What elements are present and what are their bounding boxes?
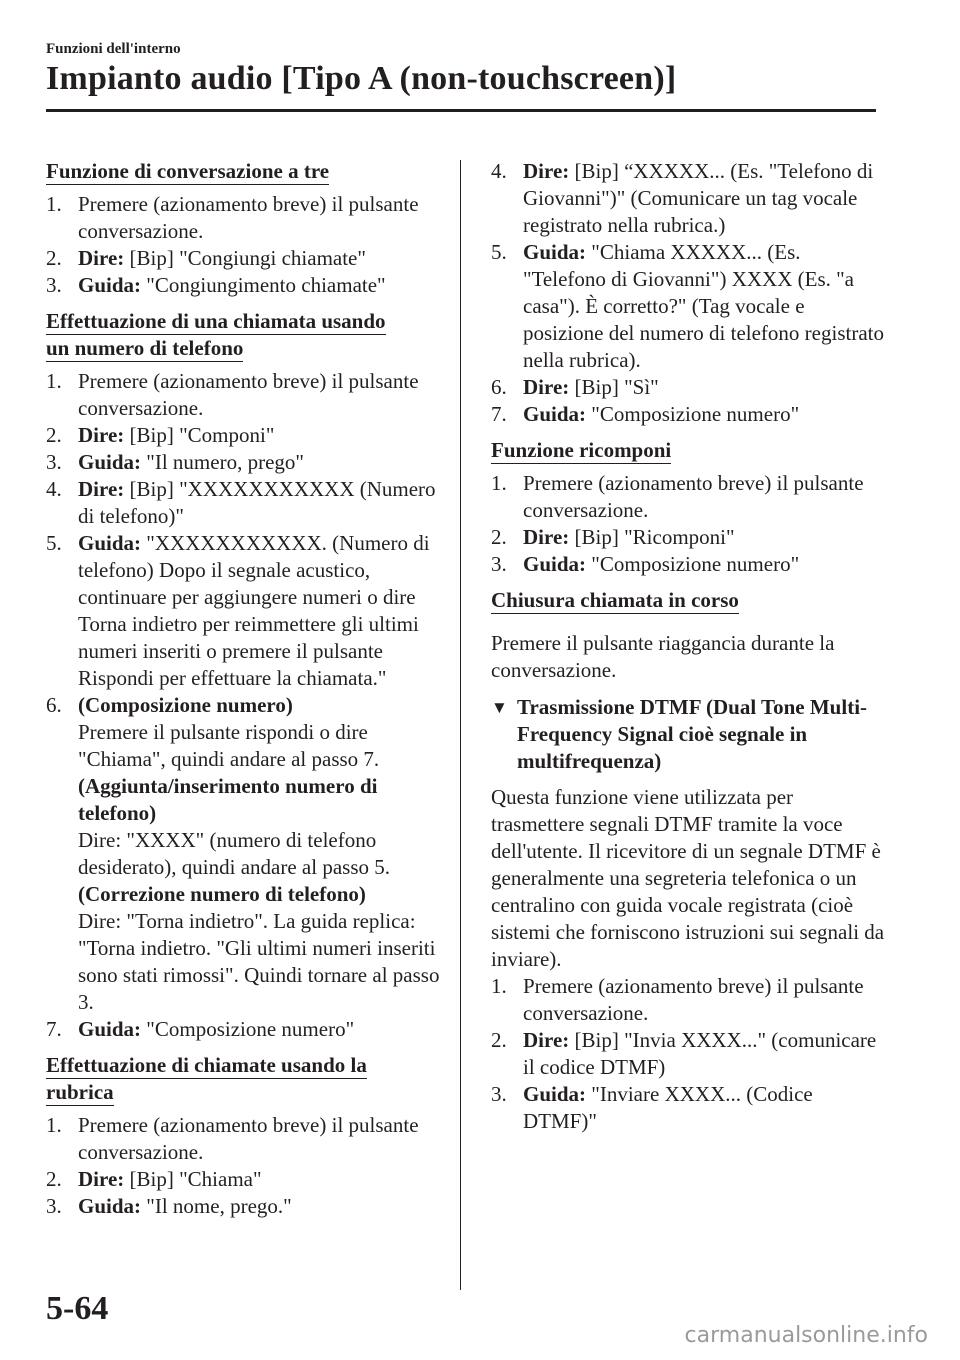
list-item: 2. Dire: [Bip] "Ricomponi" xyxy=(491,525,735,549)
heading-call-by-number-2: un numero di telefono xyxy=(46,336,244,360)
list-item: 3. Guida: "Congiungimento chiamate" xyxy=(46,273,386,297)
heading-three-way-call: Funzione di conversazione a tre xyxy=(46,159,330,183)
header-rule xyxy=(46,109,876,112)
page-title: Impianto audio [Tipo A (non-touchscreen)] xyxy=(46,60,677,97)
list-item: 3. Guida: "Il numero, prego" xyxy=(46,450,304,474)
list-item: 3. Guida: "Composizione numero" xyxy=(491,552,800,576)
heading-call-from-phonebook-2: rubrica xyxy=(46,1080,114,1104)
column-divider xyxy=(460,160,461,1290)
list-item: 5. Guida: "Chiama XXXXX... (Es. "Telefono di Giovanni") XXXX (Es. "a casa"). È corretto?" (Tag vocale e posizione del numero di telefono registrato nella rubrica). xyxy=(491,240,884,372)
paragraph-dtmf: Questa funzione viene utilizzata per trasmettere segnali DTMF tramite la voce dell'utente. Il ricevitore di un segnale DTMF è generalmente una segreteria telefonica o un centralino con guida vocale registrata (cioè sistemi che forniscono istruzioni sui segnali da inviare). xyxy=(491,785,885,971)
heading-end-call: Chiusura chiamata in corso xyxy=(491,588,739,612)
list-item: 1. Premere (azionamento breve) il pulsante conversazione. xyxy=(46,192,419,243)
list-item: 1. Premere (azionamento breve) il pulsante conversazione. xyxy=(491,471,864,522)
list-item: 3. Guida: "Inviare XXXX... (Codice DTMF)" xyxy=(491,1082,813,1133)
list-item: 1. Premere (azionamento breve) il pulsante conversazione. xyxy=(46,1113,419,1164)
watermark: carmanualsonline.info xyxy=(684,1323,928,1348)
list-item: 7. Guida: "Composizione numero" xyxy=(46,1017,355,1041)
left-column xyxy=(46,158,441,1220)
list-item: 6. (Composizione numero) Premere il pulsante rispondi o dire "Chiama", quindi andare al passo 7. (Aggiunta/inserimento numero di telefono) Dire: "XXXX" (numero di telefono desiderato), quindi andare al passo 5. (Correzione numero di telefono) Dire: "Torna indietro". La guida replica: "Torna indietro. "Gli ultimi numeri inseriti sono stati rimossi". Quindi tornare al passo 3. xyxy=(46,693,440,1014)
list-item: 2. Dire: [Bip] "Componi" xyxy=(46,423,275,447)
heading-redial: Funzione ricomponi xyxy=(491,438,672,462)
heading-call-from-phonebook-1: Effettuazione di chiamate usando la xyxy=(46,1053,367,1077)
list-item: 1. Premere (azionamento breve) il pulsante conversazione. xyxy=(491,974,864,1025)
list-item: 2. Dire: [Bip] "Chiama" xyxy=(46,1167,262,1191)
list-item: 4. Dire: [Bip] "XXXXXXXXXXX (Numero di telefono)" xyxy=(46,477,436,528)
section-label: Funzioni dell'interno xyxy=(46,41,181,57)
heading-dtmf: ▼ Trasmissione DTMF (Dual Tone Multi-Frequency Signal cioè segnale in multifrequenza) xyxy=(491,695,868,773)
list-item: 3. Guida: "Il nome, prego." xyxy=(46,1194,292,1218)
list-item: 5. Guida: "XXXXXXXXXXX. (Numero di telefono) Dopo il segnale acustico, continuare per aggiungere numeri o dire Torna indietro per reimmettere gli ultimi numeri inseriti o premere il pulsante Rispondi per effettuare la chiamata." xyxy=(46,531,430,690)
right-column xyxy=(491,158,886,1135)
list-item: 6. Dire: [Bip] "Sì" xyxy=(491,375,659,399)
list-item: 2. Dire: [Bip] "Invia XXXX..." (comunicare il codice DTMF) xyxy=(491,1028,877,1079)
page-number: 5-64 xyxy=(46,1290,109,1327)
list-item: 1. Premere (azionamento breve) il pulsante conversazione. xyxy=(46,369,419,420)
heading-call-by-number-1: Effettuazione di una chiamata usando xyxy=(46,309,386,333)
paragraph-end-call: Premere il pulsante riaggancia durante la conversazione. xyxy=(491,631,835,682)
list-item: 4. Dire: [Bip] “XXXXX... (Es. "Telefono di Giovanni")" (Comunicare un tag vocale registrato nella rubrica.) xyxy=(491,159,874,237)
list-item: 2. Dire: [Bip] "Congiungi chiamate" xyxy=(46,246,366,270)
down-triangle-icon: ▼ xyxy=(491,698,508,717)
list-item: 7. Guida: "Composizione numero" xyxy=(491,402,800,426)
